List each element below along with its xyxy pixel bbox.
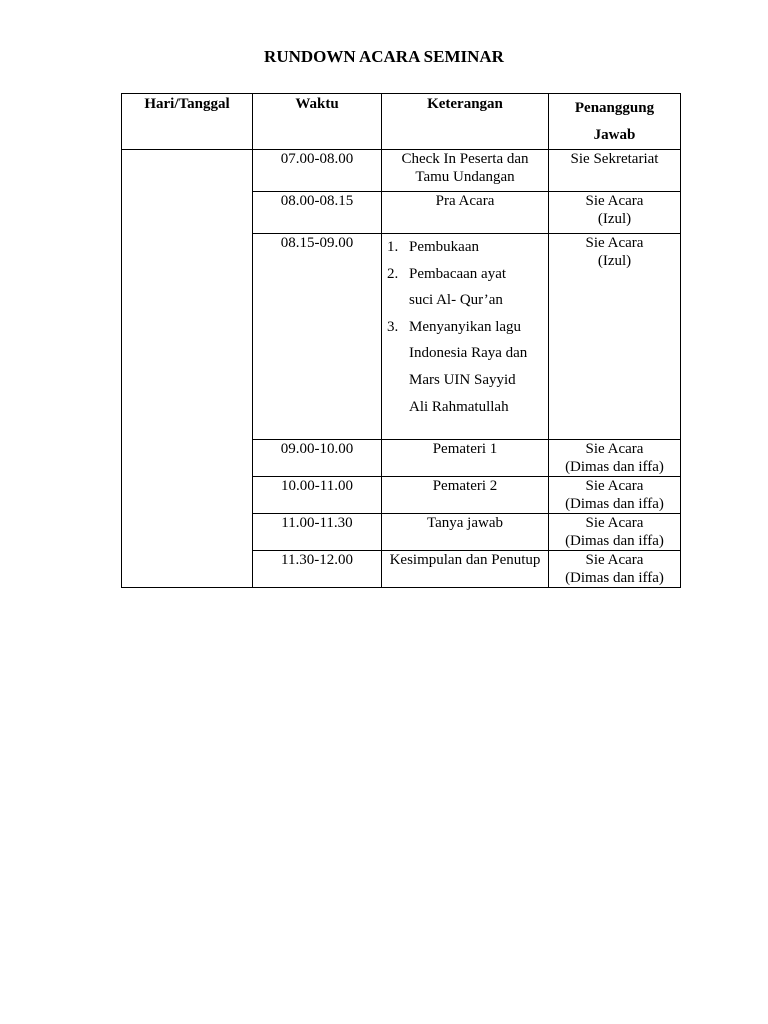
description-cell: Pra Acara [382, 192, 549, 234]
pic-cell [549, 234, 681, 440]
agenda-list-item [387, 261, 545, 314]
pic-cell [549, 150, 681, 192]
pic-cell [549, 192, 681, 234]
pic-line: Sie Acara [585, 235, 644, 251]
time-cell: 10.00-11.00 [253, 477, 382, 514]
time-cell: 08.00-08.15 [253, 192, 382, 234]
list-number: 3. [387, 318, 399, 335]
table-header-row [122, 94, 681, 150]
description-cell [382, 150, 549, 192]
pic-line: Sie Acara [585, 441, 644, 457]
pic-line: Sie Sekretariat [570, 151, 659, 167]
pic-line: (Dimas dan iffa) [565, 533, 664, 549]
table-row [122, 150, 681, 192]
time-cell: 11.00-11.30 [253, 514, 382, 551]
list-number: 1. [387, 239, 399, 255]
list-text: Indonesia Raya dan [409, 345, 528, 362]
pic-line: (Dimas dan iffa) [565, 570, 664, 586]
pic-line: (Izul) [597, 253, 632, 269]
pic-line: Sie Acara [585, 552, 644, 568]
header-day: Hari/Tanggal [122, 94, 253, 150]
list-text: Mars UIN Sayyid [409, 371, 516, 388]
pic-line: Sie Acara [585, 478, 644, 494]
list-number: 2. [387, 265, 399, 282]
list-text: Pembacaan ayat [409, 265, 507, 282]
pic-line: Sie Acara [585, 193, 644, 209]
agenda-list-item [387, 234, 545, 261]
pic-line: (Dimas dan iffa) [565, 459, 664, 475]
time-cell: 07.00-08.00 [253, 150, 382, 192]
header-pic [549, 94, 681, 150]
description-line: Check In Peserta dan [401, 151, 529, 167]
description-cell: Tanya jawab [382, 514, 549, 551]
time-cell: 11.30-12.00 [253, 551, 382, 588]
header-pic-line2: Jawab [593, 127, 636, 143]
pic-cell [549, 440, 681, 477]
pic-line: (Izul) [597, 211, 632, 227]
description-cell [382, 234, 549, 440]
pic-cell [549, 551, 681, 588]
list-text: Pembukaan [409, 239, 479, 255]
header-time: Waktu [253, 94, 382, 150]
agenda-list [385, 234, 545, 420]
list-text: suci Al- Qur’an [409, 292, 503, 309]
pic-cell [549, 514, 681, 551]
day-cell [122, 150, 253, 588]
rundown-table [121, 93, 681, 588]
document-title: RUNDOWN ACARA SEMINAR [264, 47, 504, 66]
header-pic-line1: Penanggung [574, 100, 655, 116]
time-cell: 08.15-09.00 [253, 234, 382, 440]
description-cell: Pemateri 2 [382, 477, 549, 514]
pic-cell [549, 477, 681, 514]
pic-line: Sie Acara [585, 515, 644, 531]
list-text: Menyanyikan lagu [409, 318, 522, 335]
time-cell: 09.00-10.00 [253, 440, 382, 477]
description-cell: Kesimpulan dan Penutup [382, 551, 549, 588]
pic-line: (Dimas dan iffa) [565, 496, 664, 512]
agenda-list-item [387, 314, 545, 420]
list-text: Ali Rahmatullah [409, 398, 509, 415]
header-description: Keterangan [382, 94, 549, 150]
description-cell: Pemateri 1 [382, 440, 549, 477]
description-line: Tamu Undangan [415, 169, 515, 185]
